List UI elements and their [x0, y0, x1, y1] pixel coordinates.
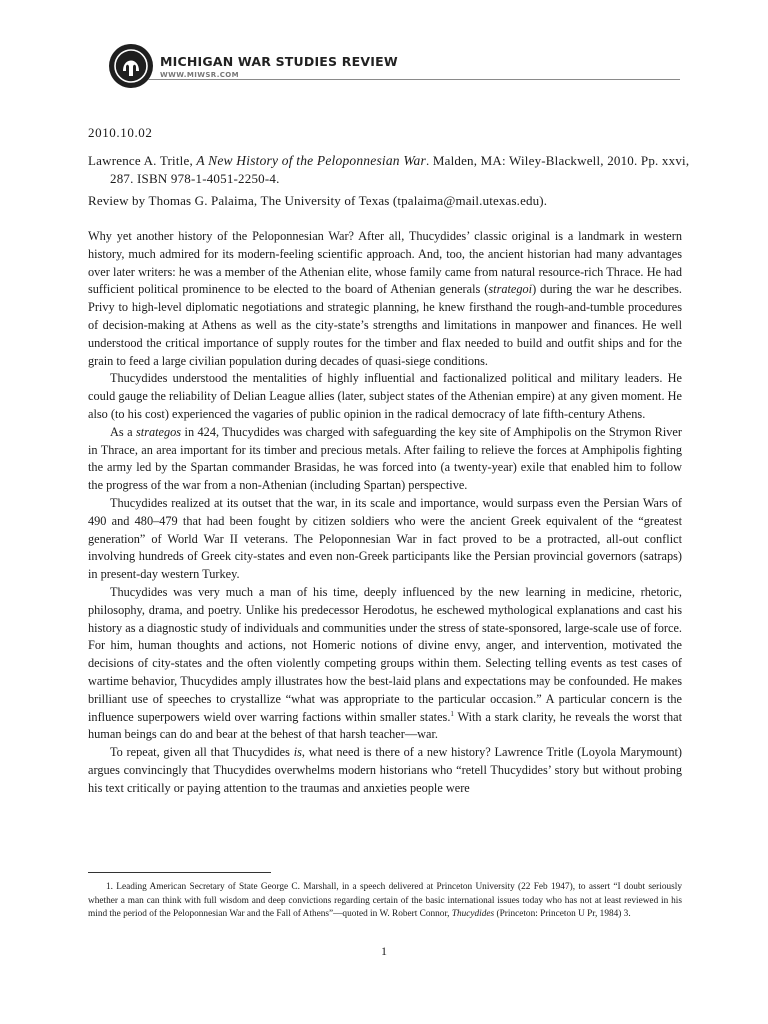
journal-title: MICHIGAN WAR STUDIES REVIEW [160, 54, 398, 69]
review-date: 2010.10.02 [88, 125, 153, 140]
paragraph-2: Thucydides understood the mentalities of highly influential and factionalized political and military leaders. He could gauge the reliability of Delian League allies (later, subject states of the Athenian empire) at any given moment. He also (to his cost) experienced the vagaries of public opinion in the radical democracy of late fifth-century Athens. [88, 371, 682, 421]
review-body [88, 228, 682, 798]
footnote-ref-1[interactable]: 1 [450, 709, 454, 718]
journal-url[interactable]: WWW.MIWSR.COM [160, 71, 240, 79]
citation-author: Lawrence A. Tritle, [88, 153, 197, 168]
citation-publication: . Malden, MA: Wiley-Blackwell, 2010. Pp. xxvi, 287. ISBN 978-1-4051-2250-4. [110, 153, 690, 186]
paragraph-1: Why yet another history of the Peloponnesian War? After all, Thucydides’ classic original is a landmark in western history, much admired for its modern-feeling scientific approach. And, too, the ancient historian had many advantages over later writers: he was a member of the Athenian elite, whose family came from natural resource-rich Thrace. He had sufficient political prominence to be elected to the board of Athenian generals (strategoi) during the war he describes. Privy to high-level diplomatic negotiations and strategic planning, he knew firsthand the rough-and-tumble procedures of decision-making at Athens as well as the city-state’s strengths and limitations in manpower and finances. He well understood the critical importance of supply routes for the timber and flax needed to build and outfit ships and for the grain to feed a large civilian population during decades of quasi-siege conditions. [88, 229, 683, 368]
page-number: 1 [381, 944, 387, 958]
footnote-1: 1. Leading American Secretary of State George C. Marshall, in a speech delivered at Princeton University (22 Feb 1947), to assert “I doubt seriously whether a man can think with full wisdom and deep convictions regarding certain of the basic international issues today who has not at least reviewed in his mind the period of the Peloponnesian War and the Fall of Athens”—quoted in W. Robert Connor, Thucydides (Princeton: Princeton U Pr, 1984) 3. [88, 882, 682, 920]
paragraph-6: To repeat, given all that Thucydides is, what need is there of a new history? Lawrence Tritle (Loyola Marymount) argues convincingly that Thucydides overwhelms modern historians who “retell Thucydides’ story but without probing his text critically or paying attention to the traumas and anxieties people were [88, 745, 683, 795]
book-citation [88, 152, 704, 188]
footnote-rule [88, 872, 271, 873]
reviewer-line: Review by Thomas G. Palaima, The University of Texas (tpalaima@mail.utexas.edu). [88, 193, 548, 208]
citation-book-title: A New History of the Peloponnesian War [196, 153, 426, 168]
masthead-rule [148, 79, 680, 80]
masthead [108, 43, 680, 91]
paragraph-4: Thucydides realized at its outset that the war, in its scale and importance, would surpass even the Persian Wars of 490 and 480–479 that had been fought by citizen soldiers who were the ancient Greek equivalent of the “greatest generation” of World War II veterans. The Peloponnesian War in fact proved to be a protracted, all-out conflict involving hundreds of Greek city-states and even non-Greek participants like the Persian provincial governors (satraps) in present-day western Turkey. [88, 495, 682, 582]
paragraph-5: Thucydides was very much a man of his time, deeply influenced by the new learning in medicine, rhetoric, philosophy, drama, and poetry. Unlike his predecessor Herodotus, he eschewed mythological explanations and cast his history as a diagnostic study of individuals and communities under the stress of state-sponsored, large-scale use of force. For him, human thoughts and actions, not Homeric notions of divine envy, anger, and intervention, motivated the decisions of city-states and the often violently competing groups within them. Selecting telling events as test cases of wartime behavior, Thucydides amply illustrates how the best-laid plans and expectations may be confounded. He makes brilliant use of speeches to crystallize “what was appropriate to the particular occasion.” A particular concern is the influence superpowers wield over warring factions within smaller states.$^1$ With a stark clarity, he reveals the worst that human beings can do and bear at the behest of that harsh teacher—war. [88, 584, 682, 742]
paragraph-3: As a strategos in 424, Thucydides was charged with safeguarding the key site of Amphipolis on the Strymon River in Thrace, an area important for its timber and precious metals. After failing to relieve the forces at Amphipolis fighting the army led by the Spartan commander Brasidas, he was forced into (a twenty-year) exile that enabled him to follow the progress of the war from a non-Athenian (including Spartan) perspective. [88, 424, 682, 493]
spartan-helmet-icon [108, 43, 154, 89]
